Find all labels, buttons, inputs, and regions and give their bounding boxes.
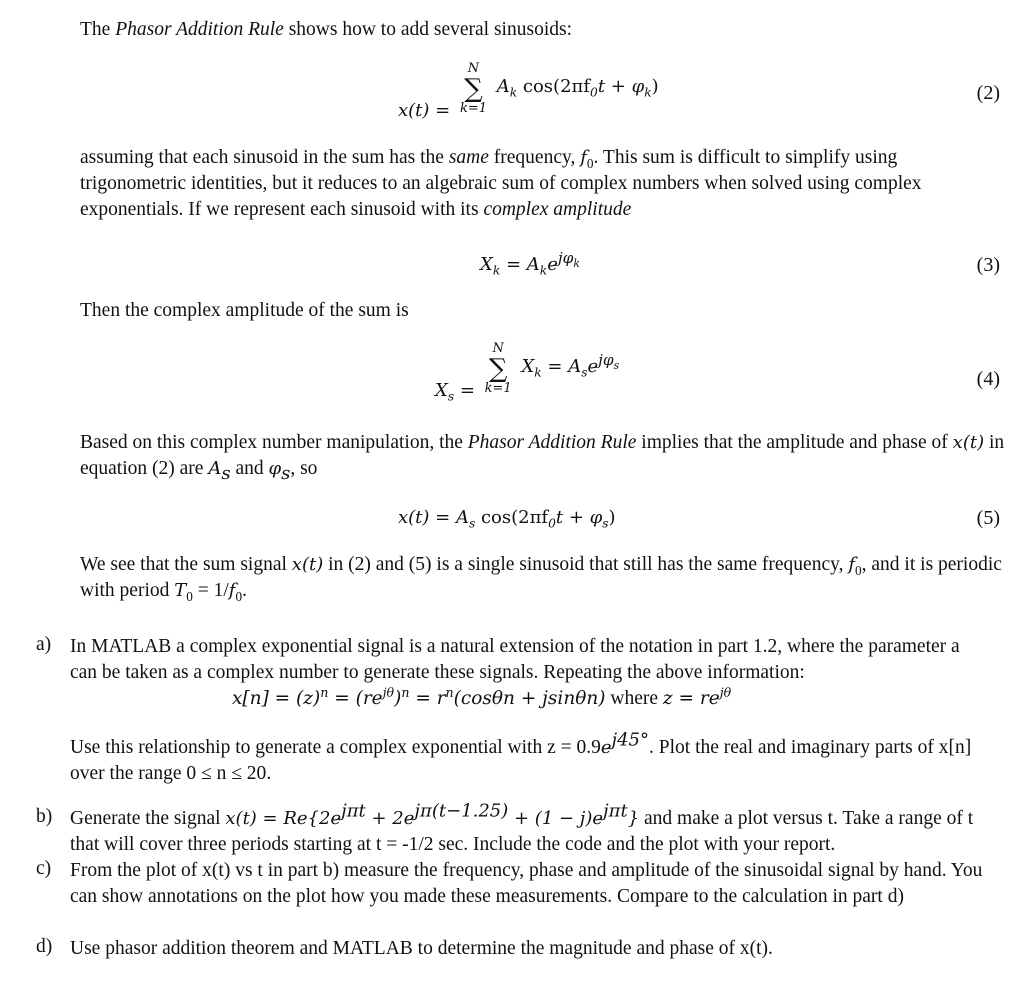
equation-2 xyxy=(0,62,1024,124)
p3-As: A xyxy=(208,458,222,479)
paragraph-4 xyxy=(80,552,1005,604)
b-s2: jπ(t−1.25) xyxy=(414,800,509,822)
p4-T0-sub: 0 xyxy=(186,588,193,604)
p1-same: same xyxy=(448,147,489,168)
eq5-f-sub: 0 xyxy=(548,516,556,531)
b-b: and make a plot versus t. Take a range of t that will cover three periods starting at t = -1/2 sec. Include the code and the plot with your report. xyxy=(70,808,974,855)
eq4-term: X xyxy=(521,356,535,377)
eq4-mid-sub: s xyxy=(581,365,588,380)
fa-e: (cosθn + jsinθn) xyxy=(453,688,606,709)
eq4-mid: = A xyxy=(541,356,582,377)
eq4-exp: jφ xyxy=(598,351,614,369)
p1-c: . This sum is difficult to simplify using trigonometric identities, but it reduces to an algebraic sum of complex numbers when solved using complex exponentials. If we represent each sinusoid with its xyxy=(80,147,922,220)
b-f1: x(t) = Re{2e xyxy=(225,808,342,829)
p3-d: and xyxy=(230,458,269,479)
eq5-close: ) xyxy=(608,507,616,528)
intro-paragraph xyxy=(80,17,1005,43)
eq5-phi-sub: s xyxy=(602,516,609,531)
p4-e: . xyxy=(242,580,247,601)
item-a-text1-content: In MATLAB a complex exponential signal is a natural extension of the notation in part 1.2, where the parameter a can be taken as a complex number to generate these signals. Repeating the above information: xyxy=(70,636,960,683)
eq4-sum xyxy=(485,342,512,396)
p4-f0b-sub: 0 xyxy=(235,588,243,604)
fa-where: where xyxy=(605,688,663,709)
fa-a: x[n] = (z) xyxy=(232,688,321,709)
a2-sup: j45° xyxy=(611,729,650,751)
p4-xt: x(t) xyxy=(291,554,324,575)
fa-s5: jθ xyxy=(719,684,732,700)
p3-c: in equation (2) are xyxy=(80,432,1005,479)
a2-range: 0 ≤ n ≤ 20 xyxy=(186,763,267,784)
sigma-icon: ∑ xyxy=(464,74,483,104)
fa-s1: n xyxy=(320,684,329,700)
p3-As-sub: s xyxy=(221,462,231,484)
b-f3: + (1 − j)e xyxy=(508,808,604,829)
a2-e: e xyxy=(600,737,612,758)
eq3-exp: jφ xyxy=(557,249,574,267)
b-f2: + 2e xyxy=(365,808,415,829)
fa-s4: n xyxy=(445,684,454,700)
intro-term: Phasor Addition Rule xyxy=(115,19,284,40)
item-a-label: a) xyxy=(36,634,52,655)
eq5-lhs: x(t) = A xyxy=(398,507,469,528)
paragraph-1 xyxy=(80,145,1005,223)
item-d-text: Use phasor addition theorem and MATLAB to determine the magnitude and phase of x(t). xyxy=(70,938,773,959)
eq3-mid-sub: k xyxy=(539,263,548,278)
equation-5-number: (5) xyxy=(976,507,1000,529)
intro-prefix: The xyxy=(80,19,116,40)
eq2-sum-upper: N xyxy=(467,61,480,76)
eq2-phi-sub: k xyxy=(644,85,652,100)
eq2-amp: A xyxy=(496,76,510,97)
eq2-lhs: x(t) = xyxy=(398,100,451,121)
equation-2-body xyxy=(398,61,659,121)
equation-3 xyxy=(0,248,1024,288)
item-a-formula xyxy=(232,684,732,710)
p4-c: , and it is periodic with period xyxy=(80,554,1002,601)
eq3-e: e xyxy=(547,254,558,275)
eq4-term-sub: k xyxy=(534,365,542,380)
equation-4-number: (4) xyxy=(976,368,1000,390)
p1-f0-sub: 0 xyxy=(586,155,594,171)
eq4-sum-lower: k=1 xyxy=(484,381,512,396)
b-a: Generate the signal xyxy=(70,808,226,829)
b-s1: jπt xyxy=(341,800,366,822)
eq3-lhs-sub: k xyxy=(492,263,501,278)
eq4-lhs-sub: s xyxy=(447,389,455,404)
fa-s3: n xyxy=(401,684,410,700)
p4-d: = 1/ xyxy=(192,580,229,601)
item-b-label: b) xyxy=(36,806,53,827)
fa-s2: jθ xyxy=(382,684,395,700)
p4-f0: f xyxy=(848,554,856,575)
eq2-sum-lower: k=1 xyxy=(459,101,488,116)
paragraph-3 xyxy=(80,430,1005,482)
item-c-label: c) xyxy=(36,858,52,879)
a2-a: Use this relationship to generate a complex exponential with z = 0.9 xyxy=(70,737,601,758)
eq5-cos: cos(2πf xyxy=(475,507,549,528)
equation-4 xyxy=(0,342,1024,404)
equation-2-number: (2) xyxy=(976,82,1000,104)
equation-5 xyxy=(0,505,1024,545)
p1-f0: f xyxy=(580,147,587,168)
intro-suffix: shows how to add several sinusoids: xyxy=(283,19,572,40)
eq2-cos: cos(2πf xyxy=(517,76,591,97)
fa-c: ) xyxy=(394,688,402,709)
equation-5-body xyxy=(398,507,616,531)
eq3-lhs: X xyxy=(480,254,493,275)
p3-xt: x(t) xyxy=(952,432,985,453)
sigma-icon: ∑ xyxy=(488,354,508,384)
equation-4-body xyxy=(435,341,620,404)
eq4-eq: = xyxy=(454,380,475,401)
p3-phis: φ xyxy=(268,458,282,479)
p3-b: implies that the amplitude and phase of xyxy=(636,432,953,453)
eq2-amp-sub: k xyxy=(509,85,518,100)
a2-c: . xyxy=(266,763,272,784)
eq4-e: e xyxy=(587,356,599,377)
p4-b: in (2) and (5) is a single sinusoid that still has the same frequency, xyxy=(323,554,849,575)
eq4-lhs: X xyxy=(435,380,448,401)
p3-term: Phasor Addition Rule xyxy=(467,432,637,453)
eq3-mid: = A xyxy=(500,254,540,275)
equation-3-body xyxy=(480,249,580,278)
fa-d: = r xyxy=(409,688,446,709)
eq4-exp-sub: s xyxy=(613,359,620,373)
p1-term: complex amplitude xyxy=(483,199,632,220)
eq2-f-sub: 0 xyxy=(590,85,598,100)
item-d-label: d) xyxy=(36,936,53,957)
p3-phis-sub: s xyxy=(281,462,291,484)
p4-f0-sub: 0 xyxy=(855,562,862,578)
eq2-phase: t + φ xyxy=(597,76,645,97)
item-c-text: From the plot of x(t) vs t in part b) measure the frequency, phase and amplitude of the sinusoidal signal by hand. You can show annotations on the plot how you made these measurements. Compare to the calculation in part d) xyxy=(70,860,983,907)
p2-text: Then the complex amplitude of the sum is xyxy=(80,300,409,321)
p1-a: assuming that each sinusoid in the sum has the xyxy=(80,147,449,168)
eq5-phase: t + φ xyxy=(555,507,603,528)
eq2-close: ) xyxy=(651,76,659,97)
p3-e: , so xyxy=(290,458,318,479)
paragraph-2 xyxy=(80,298,1005,324)
eq4-sum-upper: N xyxy=(492,341,504,356)
p4-f0b: f xyxy=(228,580,236,601)
item-b-text xyxy=(70,800,985,858)
equation-3-number: (3) xyxy=(976,254,1000,276)
b-s3: jπt xyxy=(603,800,628,822)
item-a-text2 xyxy=(70,729,985,787)
a2-b: . Plot the real and imaginary parts of x[n] over the range xyxy=(70,737,972,784)
p4-a: We see that the sum signal xyxy=(80,554,292,575)
eq3-exp-sub: k xyxy=(573,257,580,271)
fa-b: = (re xyxy=(328,688,383,709)
eq2-sum xyxy=(460,62,487,116)
fa-f: z = re xyxy=(662,688,720,709)
b-f4: } xyxy=(627,808,640,829)
p3-a: Based on this complex number manipulation, the xyxy=(80,432,468,453)
p4-T0: T xyxy=(174,580,187,601)
p1-b: frequency, xyxy=(488,147,581,168)
eq5-lhs-sub: s xyxy=(468,516,476,531)
item-a-text1 xyxy=(70,634,985,686)
